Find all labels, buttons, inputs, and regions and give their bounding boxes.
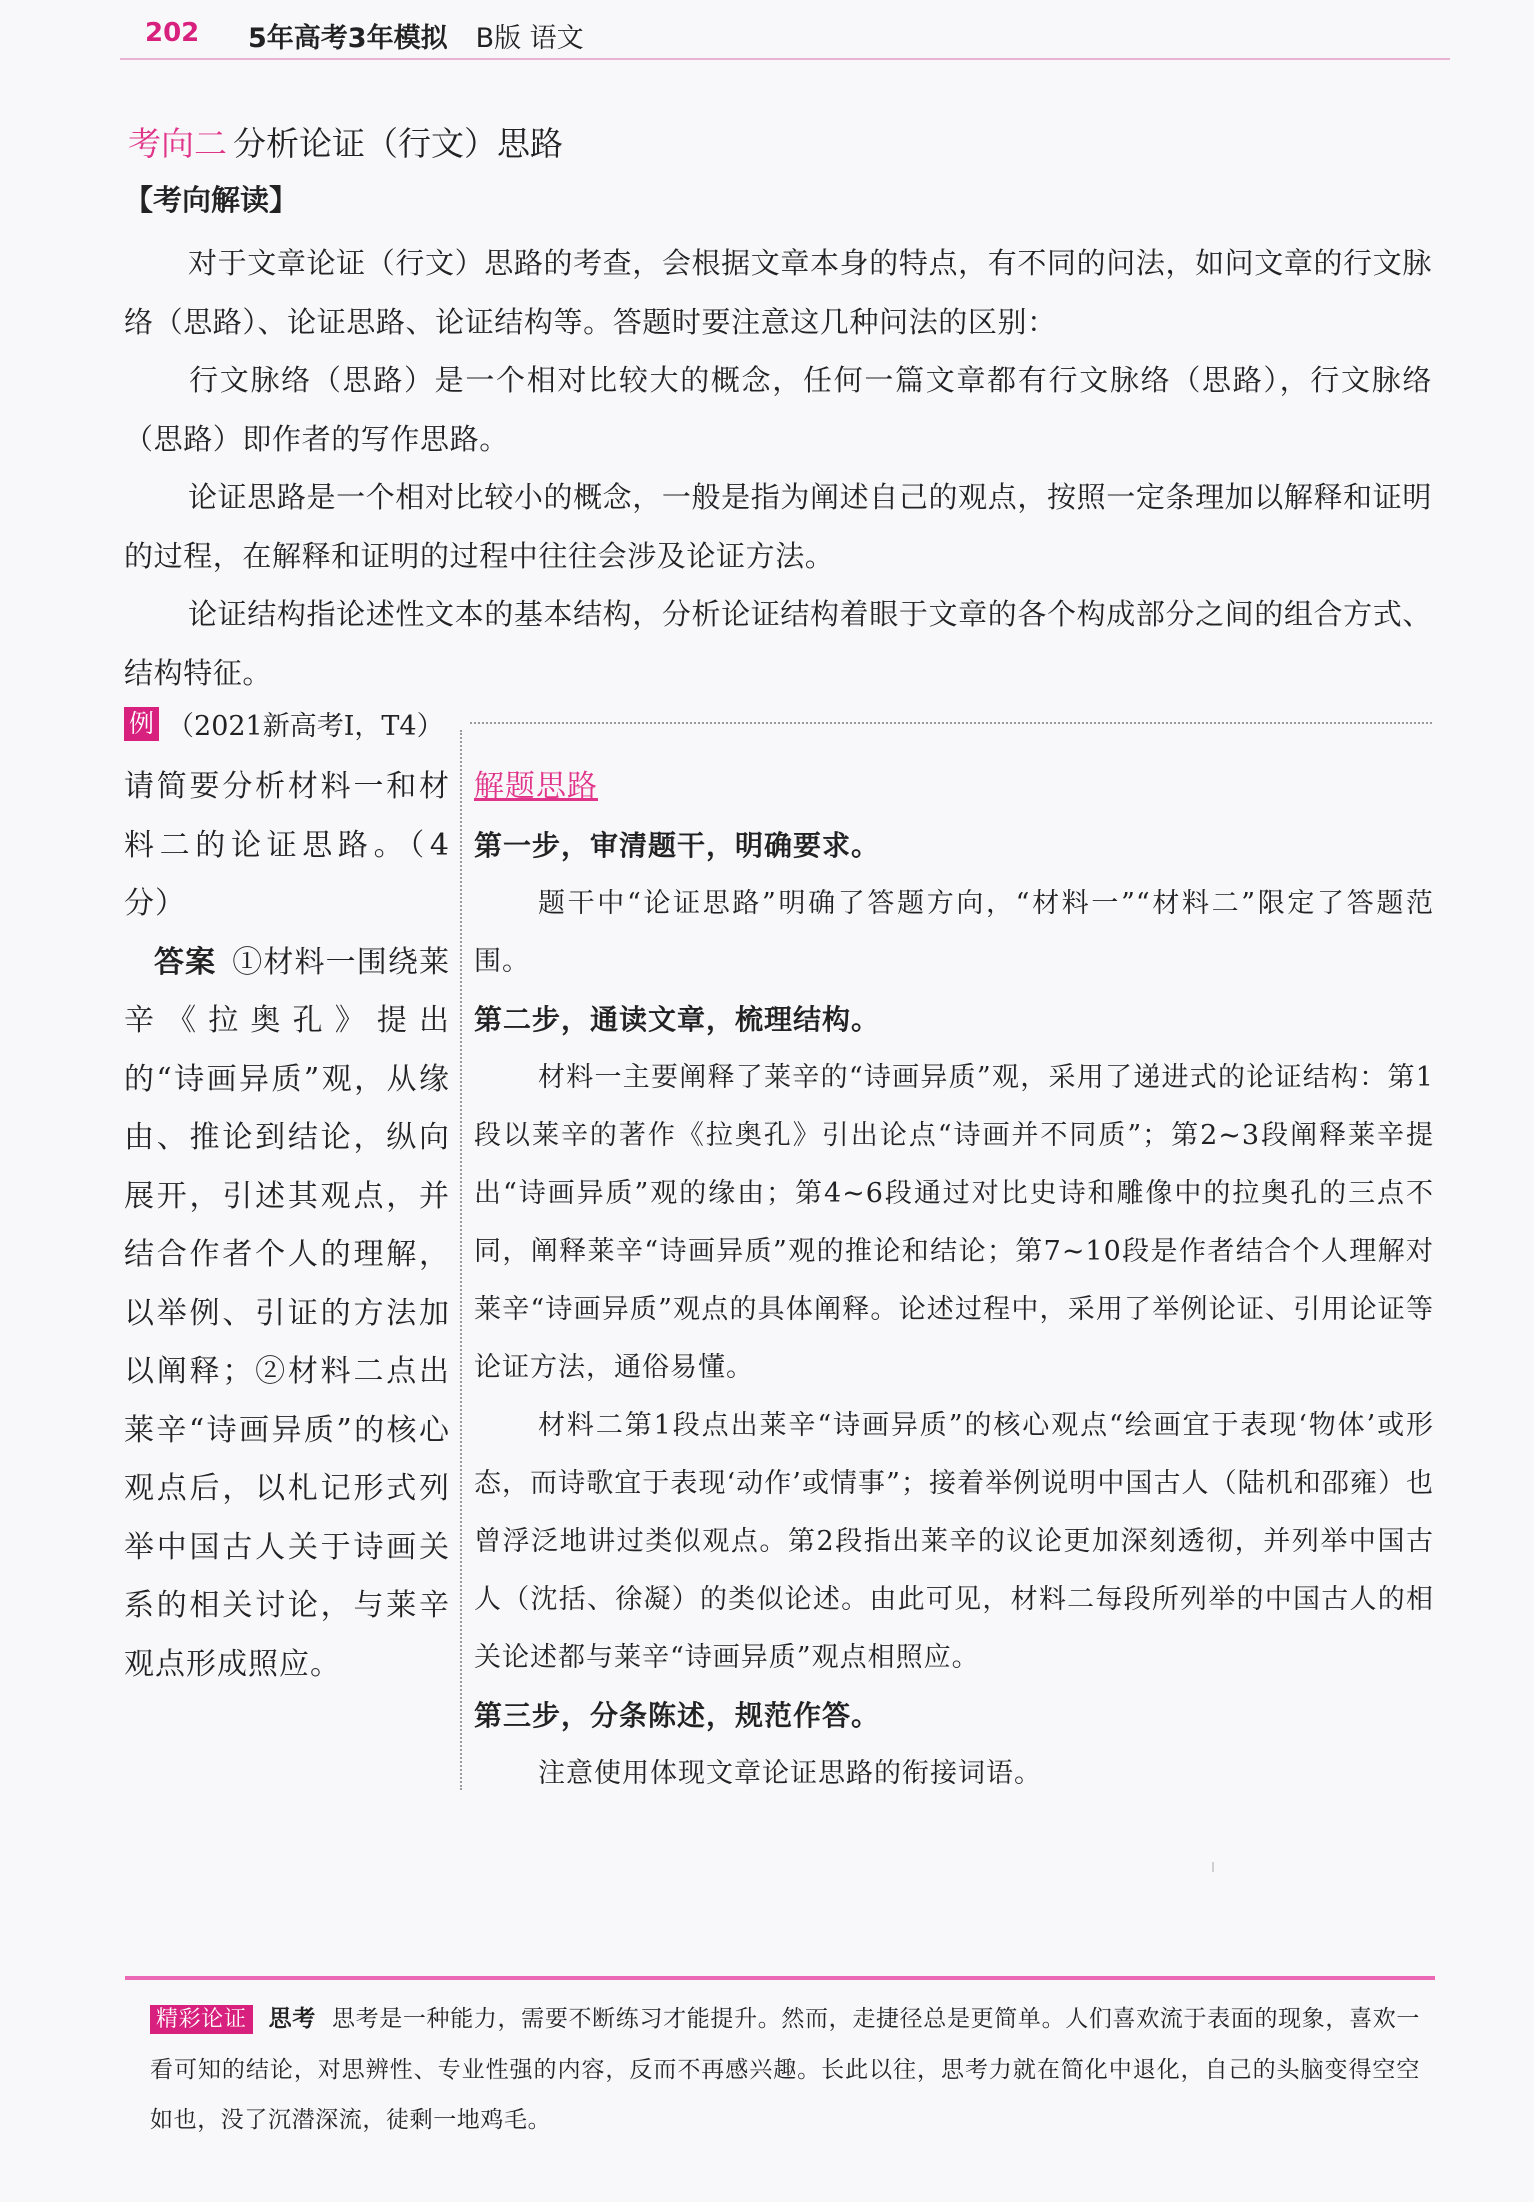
step-2-text-b: 材料二第1段点出莱辛“诗画异质”的核心观点“绘画宜于表现‘物体’或形态，而诗歌宜于表现‘动作’或情事”；接着举例说明中国古人（陆机和邵雍）也曾浮泛地讲过类似观点。第2段指出莱辛的议论更加深刻透彻，并列举中国古人（沈括、徐凝）的类似论述。由此可见，材料二每段所列举的中国古人的相关论述都与莱辛“诗画异质”观点相照应。 [474, 1410, 1434, 1673]
footer-rule [125, 1976, 1435, 1980]
example-source: （2021新高考Ⅰ，T4） [167, 711, 444, 742]
step-3-text: 注意使用体现文章论证思路的衔接词语。 [538, 1758, 1042, 1789]
step-1-text: 题干中“论证思路”明确了答题方向，“材料一”“材料二”限定了答题范围。 [474, 888, 1434, 977]
answer-text: ①材料一围绕莱辛《拉奥孔》提出的“诗画异质”观，从缘由、推论到结论，纵向展开，引述其观点，并结合作者个人的理解，以举例、引证的方法加以阐释；②材料二点出莱辛“诗画异质”的核心观点后，以札记形式列举中国古人关于诗画关系的相关讨论，与莱辛观点形成照应。 [124, 944, 450, 1682]
step-1-title: 第一步，审清题干，明确要求。 [474, 829, 881, 862]
paragraph [124, 585, 1432, 703]
answer-label: 答案 [154, 944, 217, 980]
scan-mark [1212, 1862, 1214, 1872]
paragraph-text: 论证结构指论述性文本的基本结构，分析论证结构着眼于文章的各个构成部分之间的组合方式、结构特征。 [124, 597, 1432, 690]
header-rule [120, 58, 1450, 60]
footer-title: 思考 [268, 2006, 316, 2032]
section-title [128, 118, 563, 165]
solution-title: 解题思路 [474, 769, 598, 804]
step-2-text-a: 材料一主要阐释了莱辛的“诗画异质”观，采用了递进式的论证结构：第1段以莱辛的著作《拉奥孔》引出论点“诗画并不同质”；第2~3段阐释莱辛提出“诗画异质”观的缘由；第4~6段通过对比史诗和雕像中的拉奥孔的三点不同，阐释莱辛“诗画异质”观的推论和结论；第7~10段是作者结合个人理解对莱辛“诗画异质”观点的具体阐释。论述过程中，采用了举例论证、引用论证等论证方法，通俗易懂。 [474, 1062, 1434, 1383]
step-2-title: 第二步，通读文章，梳理结构。 [474, 1003, 881, 1036]
bracket-heading: 【考向解读】 [124, 183, 299, 217]
book-title-text: 5年高考3年模拟 [248, 23, 448, 54]
paragraph [124, 351, 1432, 469]
book-title [248, 16, 584, 55]
section-heading: 分析论证（行文）思路 [233, 124, 563, 163]
example-question-column [124, 758, 450, 1694]
paragraph-text: 对于文章论证（行文）思路的考查，会根据文章本身的特点，有不同的问法，如问文章的行文脉络（思路）、论证思路、论证结构等。答题时要注意这几种问法的区别： [124, 246, 1432, 339]
book-subtitle: B版 语文 [475, 23, 584, 54]
paragraph [124, 234, 1432, 352]
step-3-title: 第三步，分条陈述，规范作答。 [474, 1699, 881, 1732]
paragraph-text: 论证思路是一个相对比较小的概念，一般是指为阐述自己的观点，按照一定条理加以解释和证明的过程，在解释和证明的过程中往往会涉及论证方法。 [124, 480, 1432, 573]
example-answer [124, 934, 450, 1695]
page-header [0, 16, 1534, 56]
dotted-divider-vertical [460, 730, 462, 1790]
paragraph-text: 行文脉络（思路）是一个相对比较大的概念，任何一篇文章都有行文脉络（思路），行文脉络（思路）即作者的写作思路。 [124, 363, 1432, 456]
solution-column [474, 758, 1434, 1803]
example-badge: 例 [124, 707, 159, 741]
page-number: 202 [145, 18, 200, 48]
footer-text: 思考是一种能力，需要不断练习才能提升。然而，走捷径总是更简单。人们喜欢流于表面的现象，喜欢一看可知的结论，对思辨性、专业性强的内容，反而不再感兴趣。长此以往，思考力就在简化中退化，自己的头脑变得空空如也，没了沉潜深流，徒剩一地鸡毛。 [150, 2006, 1420, 2133]
footer-badge: 精彩论证 [150, 2005, 253, 2034]
example-question: 请简要分析材料一和材料二的论证思路。（4分） [124, 769, 450, 921]
example-line [124, 704, 444, 743]
section-label: 考向二 [128, 124, 227, 163]
paragraph [124, 468, 1432, 586]
footer-note [150, 1994, 1420, 2145]
dotted-divider-horizontal [470, 722, 1432, 724]
